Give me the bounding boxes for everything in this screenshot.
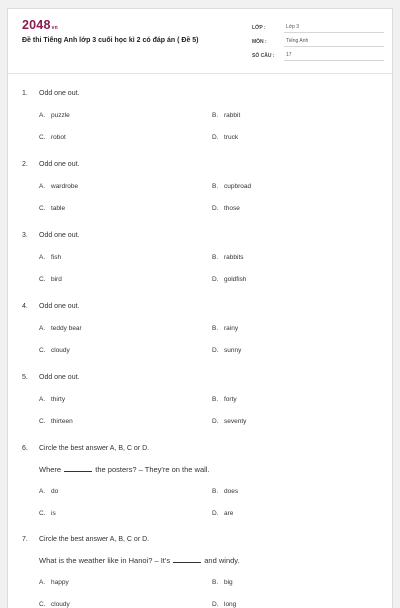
exam-meta <box>252 19 384 61</box>
question-prompt: Odd one out. <box>39 303 80 310</box>
option-d[interactable]: D. seventy <box>212 418 247 425</box>
option-a[interactable]: A. wardrobe <box>39 183 79 190</box>
question-prompt: Odd one out. <box>39 90 80 97</box>
question-prompt: Circle the best answer A, B, C or D. <box>39 445 150 452</box>
question-sentence: Where the posters? – They're on the wall. <box>39 465 210 474</box>
meta-question-count: SỐ CÂU : 17 <box>252 47 384 61</box>
option-b[interactable]: B. does <box>212 488 239 495</box>
option-a[interactable]: A. thirty <box>39 396 66 403</box>
option-a[interactable]: A. do <box>39 488 59 495</box>
question-prompt: Circle the best answer A, B, C or D. <box>39 536 150 543</box>
option-d[interactable]: D. long <box>212 601 237 608</box>
option-b[interactable]: B. rabbits <box>212 254 244 261</box>
option-a[interactable]: A. happy <box>39 579 69 586</box>
question-prompt: Odd one out. <box>39 161 80 168</box>
question-sentence: What is the weather like in Hanoi? – It's and windy. <box>39 556 240 565</box>
exam-header <box>8 9 392 73</box>
header-divider <box>8 73 392 74</box>
option-b[interactable]: B. rainy <box>212 325 239 332</box>
option-c[interactable]: C. bird <box>39 276 62 283</box>
exam-sheet: 2048vn Đề thi Tiếng Anh lớp 3 cuối học kì 2 có đáp án ( Đề 5) LỚP : Lớp 3 MÔN : Tiếng Anh SỐ CÂU : 17 1. Odd one out. A. puzzle B. rabbit C. robot D. truck 2. Odd one out. A. wardrobe B. cupbroad C. table D. those 3. Odd one out. A. fish B. rabbits C. bird D. goldfish 4. Odd one out. A. teddy bear B. rainy C. cloudy D. sunny 5. Odd one out. A. thirty B. forty C. thirteen D. seventy 6. Circle the best answer A, B, C or D. Where the posters? – They're on the wall. A. do B. does C. is D. are 7. Circle the best answer A, B, C or D. What is the weather like in Hanoi? – It's and windy. A. happy B. big C. cloudy D. long <box>7 8 393 608</box>
option-a[interactable]: A. fish <box>39 254 62 261</box>
option-d[interactable]: D. are <box>212 510 234 517</box>
site-logo[interactable]: 2048vn <box>22 18 58 32</box>
meta-class: LỚP : Lớp 3 <box>252 19 384 33</box>
answer-blank <box>173 562 201 563</box>
option-c[interactable]: C. cloudy <box>39 601 70 608</box>
option-b[interactable]: B. big <box>212 579 233 586</box>
option-b[interactable]: B. rabbit <box>212 112 241 119</box>
option-d[interactable]: D. sunny <box>212 347 242 354</box>
option-d[interactable]: D. truck <box>212 134 239 141</box>
option-a[interactable]: A. puzzle <box>39 112 70 119</box>
option-b[interactable]: B. cupbroad <box>212 183 252 190</box>
option-c[interactable]: C. cloudy <box>39 347 70 354</box>
answer-blank <box>64 471 92 472</box>
meta-subject: MÔN : Tiếng Anh <box>252 33 384 47</box>
option-c[interactable]: C. is <box>39 510 56 517</box>
exam-title: Đề thi Tiếng Anh lớp 3 cuối học kì 2 có đáp án ( Đề 5) <box>22 37 199 44</box>
option-a[interactable]: A. teddy bear <box>39 325 82 332</box>
option-d[interactable]: D. those <box>212 205 240 212</box>
option-c[interactable]: C. thirteen <box>39 418 73 425</box>
option-c[interactable]: C. robot <box>39 134 66 141</box>
question-prompt: Odd one out. <box>39 374 80 381</box>
question-prompt: Odd one out. <box>39 232 80 239</box>
option-c[interactable]: C. table <box>39 205 66 212</box>
option-d[interactable]: D. goldfish <box>212 276 247 283</box>
option-b[interactable]: B. forty <box>212 396 237 403</box>
